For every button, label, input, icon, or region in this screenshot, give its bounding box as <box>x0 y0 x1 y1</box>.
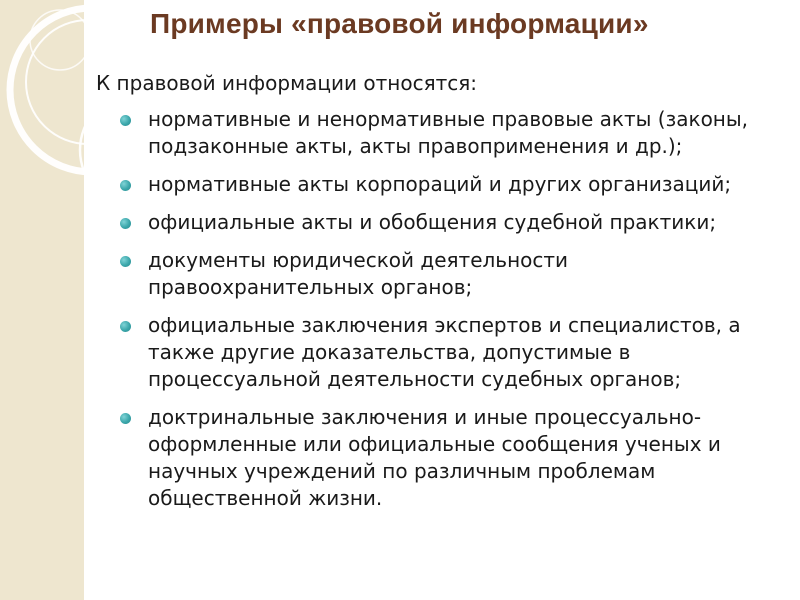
bullet-icon <box>120 218 131 229</box>
intro-text: К правовой информации относятся: <box>96 71 478 95</box>
bullet-icon <box>120 256 131 267</box>
list-item-text: документы юридической деятельности правоохранительных органов; <box>148 248 569 299</box>
list-item-text: нормативные акты корпораций и других организаций; <box>148 172 732 196</box>
list-item <box>96 312 788 393</box>
list-item <box>96 171 788 198</box>
slide-title: Примеры «правовой информации» <box>150 8 649 39</box>
list-item-text: доктринальные заключения и иные процессуально-оформленные или официальные сообщения ученых и научных учреждений по различным проблемам общественной жизни. <box>148 405 721 510</box>
bullet-icon <box>120 413 131 424</box>
list-item-text: официальные акты и обобщения судебной практики; <box>148 210 717 234</box>
bullet-list <box>96 106 788 512</box>
bullet-icon <box>120 115 131 126</box>
list-item-text: официальные заключения экспертов и специалистов, а также другие доказательства, допустимые в процессуальной деятельности судебных органов; <box>148 313 741 391</box>
list-item <box>96 209 788 236</box>
slide-content <box>96 70 788 523</box>
list-item-text: нормативные и ненормативные правовые акты (законы, подзаконные акты, акты правоприменения и др.); <box>148 107 749 158</box>
bullet-icon <box>120 180 131 191</box>
list-item <box>96 404 788 512</box>
bullet-icon <box>120 321 131 332</box>
list-item <box>96 247 788 301</box>
list-item <box>96 106 788 160</box>
